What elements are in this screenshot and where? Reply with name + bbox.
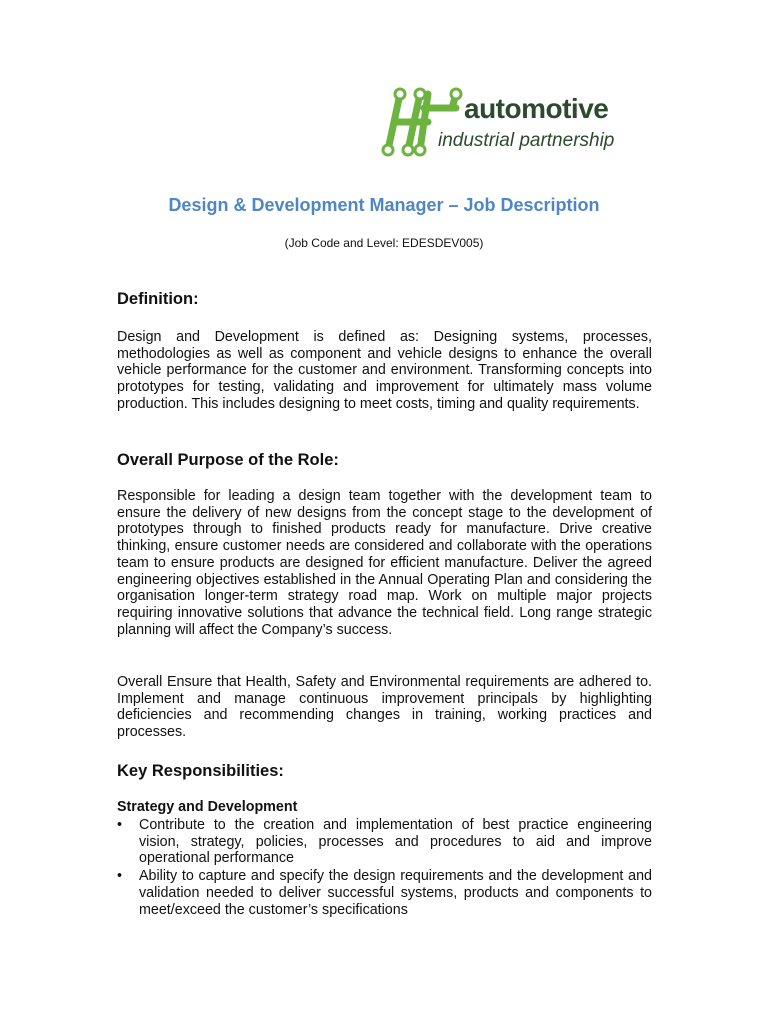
logo-brand-text: automotive	[464, 93, 609, 124]
definition-text: Design and Development is defined as: Designing systems, processes, methodologies as well as component and vehicle designs to enhance the overall vehicle performance for the customer and environment. Transforming concepts into prototypes for testing, validating and improvement for ultimately mass volume production. This includes designing to meet costs, timing and quality requirements.	[117, 329, 652, 412]
document-title: Design & Development Manager – Job Description	[168, 195, 600, 215]
list-item-text: Ability to capture and specify the design requirements and the development and validation needed to deliver successful systems, products and components to meet/exceed the customer’s specifications	[139, 868, 652, 918]
responsibilities-list	[117, 817, 652, 919]
list-item-text: Contribute to the creation and implementation of best practice engineering vision, strategy, policies, processes and procedures to aid and improve operational performance	[139, 817, 652, 867]
bullet-icon: •	[117, 817, 123, 833]
job-code: (Job Code and Level: EDESDEV005)	[284, 236, 484, 250]
responsibilities-heading: Key Responsibilities:	[117, 762, 284, 780]
purpose-paragraph-2: Overall Ensure that Health, Safety and Environmental requirements are adhered to. Implement and manage continuous improvement principals by highlighting deficiencies and recommending changes in training, working practices and processes.	[117, 674, 652, 741]
strategy-heading: Strategy and Development	[117, 799, 298, 815]
logo-subtitle-text: industrial partnership	[438, 130, 615, 151]
list-item	[117, 817, 652, 867]
list-item	[117, 868, 652, 918]
bullet-icon: •	[117, 868, 123, 885]
definition-heading: Definition:	[117, 290, 199, 308]
company-logo	[380, 86, 660, 158]
purpose-heading: Overall Purpose of the Role:	[117, 451, 339, 469]
purpose-paragraph-1: Responsible for leading a design team together with the development team to ensure the delivery of new designs from the concept stage to the development of prototypes through to finished products ready for manufacture. Drive creative thinking, ensure customer needs are considered and collaborate with the operations team to ensure products are designed for efficient manufacture. Deliver the agreed engineering objectives established in the Annual Operating Plan and considering the organisation longer-term strategy road map. Work on multiple major projects requiring innovative solutions that advance the technical field. Long range strategic planning will affect the Company’s success.	[117, 488, 652, 638]
